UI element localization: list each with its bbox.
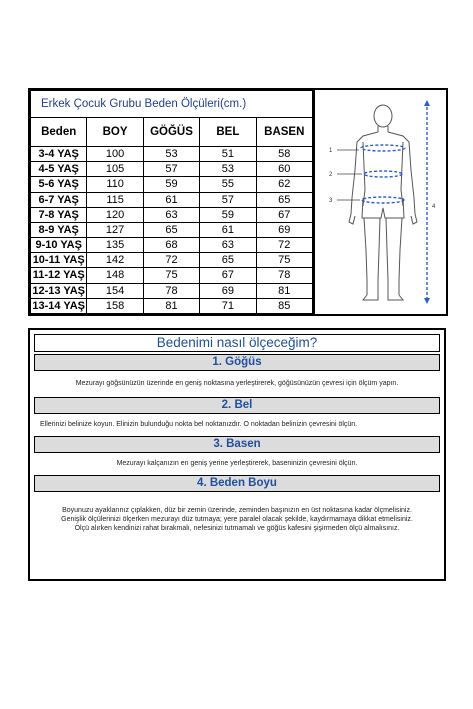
measurement-cell: 67 — [200, 268, 256, 283]
section-text-line: Mezurayı kalçanızın en geniş yerine yerleştirerek, baseninizin çevresini ölçün. — [116, 460, 358, 467]
measurement-cell: 78 — [256, 268, 312, 283]
size-table-row — [31, 298, 313, 313]
section-text-gogus — [34, 371, 440, 397]
size-label-cell: 8-9 YAŞ — [31, 222, 87, 237]
section-heading-beden-boyu: 4. Beden Boyu — [34, 475, 440, 492]
size-label-cell: 6-7 YAŞ — [31, 192, 87, 207]
size-label-cell: 9-10 YAŞ — [31, 238, 87, 253]
measurement-cell: 63 — [143, 207, 199, 222]
measurement-cell: 100 — [87, 147, 143, 162]
measurement-cell: 63 — [200, 238, 256, 253]
measurement-cell: 69 — [256, 222, 312, 237]
measurement-cell: 127 — [87, 222, 143, 237]
measurement-cell: 51 — [200, 147, 256, 162]
section-heading-gogus: 1. Göğüs — [34, 354, 440, 371]
measurement-cell: 81 — [256, 283, 312, 298]
measurement-cell: 59 — [143, 177, 199, 192]
section-text-line: Genişlik ölçülerinizi ölçerken mezurayı düz tutmaya; yere paralel olacak şekilde, kaydırmamaya dikkat etmelisiniz. — [61, 516, 413, 523]
size-label-cell: 11-12 YAŞ — [31, 268, 87, 283]
measurement-cell: 55 — [200, 177, 256, 192]
col-header-boy: BOY — [87, 118, 143, 147]
size-table-row — [31, 253, 313, 268]
measurement-cell: 72 — [256, 238, 312, 253]
col-header-bel: BEL — [200, 118, 256, 147]
section-text-line: Boyunuzu ayaklarınız çıplakken, düz bir zemin üzerinde, zeminden başınızın en üst noktasına kadar ölçmelisiniz. — [62, 507, 412, 514]
size-table-row — [31, 207, 313, 222]
measurement-cell: 148 — [87, 268, 143, 283]
section-text-line: Ellerinizi belinize koyun. Elinizin bulunduğu nokta bel noktanızdır. O noktadan belinizin çevresini ölçün. — [40, 421, 358, 428]
measurement-cell: 65 — [256, 192, 312, 207]
measurement-cell: 135 — [87, 238, 143, 253]
body-silhouette-icon — [315, 90, 446, 314]
measurement-cell: 75 — [256, 253, 312, 268]
measurement-cell: 67 — [256, 207, 312, 222]
marker-2-label: 2 — [329, 172, 333, 178]
size-table-header-row — [31, 118, 313, 147]
guide-title: Bedenimi nasıl ölçeceğim? — [34, 334, 440, 352]
measurement-cell: 154 — [87, 283, 143, 298]
measurement-cell: 71 — [200, 298, 256, 313]
size-table — [30, 90, 313, 314]
measurement-cell: 62 — [256, 177, 312, 192]
size-table-row — [31, 177, 313, 192]
measurement-cell: 78 — [143, 283, 199, 298]
col-header-beden: Beden — [31, 118, 87, 147]
size-table-row — [31, 162, 313, 177]
measurement-cell: 61 — [200, 222, 256, 237]
section-text-beden-boyu — [34, 492, 440, 568]
measurement-cell: 60 — [256, 162, 312, 177]
measurement-cell: 115 — [87, 192, 143, 207]
measurement-cell: 57 — [200, 192, 256, 207]
size-table-row — [31, 283, 313, 298]
marker-3-label: 3 — [329, 198, 333, 204]
section-text-line: Ölçü alırken kendinizi rahat bırakmalı, nefesinizi tutmamalı ve göğüs kafesini şişirmeden ölçü almalısınız. — [74, 525, 400, 532]
measurement-cell: 81 — [143, 298, 199, 313]
size-table-row — [31, 268, 313, 283]
measurement-cell: 142 — [87, 253, 143, 268]
measurement-cell: 85 — [256, 298, 312, 313]
marker-4-label: 4 — [432, 204, 436, 210]
section-text-bel — [34, 414, 440, 436]
size-table-row — [31, 147, 313, 162]
col-header-basen: BASEN — [256, 118, 312, 147]
measurement-cell: 68 — [143, 238, 199, 253]
size-label-cell: 4-5 YAŞ — [31, 162, 87, 177]
size-table-title: Erkek Çocuk Grubu Beden Ölçüleri(cm.) — [31, 91, 313, 118]
size-label-cell: 13-14 YAŞ — [32, 299, 85, 312]
section-heading-bel: 2. Bel — [34, 397, 440, 414]
measurement-cell: 65 — [200, 253, 256, 268]
section-heading-basen: 3. Basen — [34, 436, 440, 453]
measurement-cell: 65 — [143, 222, 199, 237]
measurement-cell: 72 — [143, 253, 199, 268]
marker-1-label: 1 — [329, 148, 333, 154]
measurement-cell: 69 — [200, 283, 256, 298]
section-text-basen — [34, 453, 440, 475]
measurement-cell: 105 — [87, 162, 143, 177]
size-table-row — [31, 222, 313, 237]
size-label-cell: 7-8 YAŞ — [31, 207, 87, 222]
measurement-cell: 53 — [143, 147, 199, 162]
measurement-cell: 158 — [87, 298, 143, 313]
col-header-gogus: GÖĞÜS — [143, 118, 199, 147]
size-label-cell: 10-11 YAŞ — [31, 253, 87, 268]
measurement-cell: 61 — [143, 192, 199, 207]
measurement-cell: 75 — [143, 268, 199, 283]
size-chart — [28, 88, 448, 316]
measurement-cell: 59 — [200, 207, 256, 222]
measurement-cell: 58 — [256, 147, 312, 162]
measurement-cell: 53 — [200, 162, 256, 177]
measurement-figure — [313, 90, 446, 314]
size-label-cell: 12-13 YAŞ — [32, 284, 85, 297]
size-table-row — [31, 192, 313, 207]
size-table-row — [31, 238, 313, 253]
size-label-cell: 3-4 YAŞ — [31, 147, 87, 162]
measurement-cell: 110 — [87, 177, 143, 192]
measurement-cell: 57 — [143, 162, 199, 177]
measurement-cell: 120 — [87, 207, 143, 222]
size-label-cell: 5-6 YAŞ — [31, 177, 87, 192]
section-text-line: Mezurayı göğsünüzün üzerinde en geniş noktasına yerleştirerek, göğüsünüzün çevresi için ölçüm yapın. — [75, 380, 399, 387]
measurement-guide — [28, 328, 446, 581]
